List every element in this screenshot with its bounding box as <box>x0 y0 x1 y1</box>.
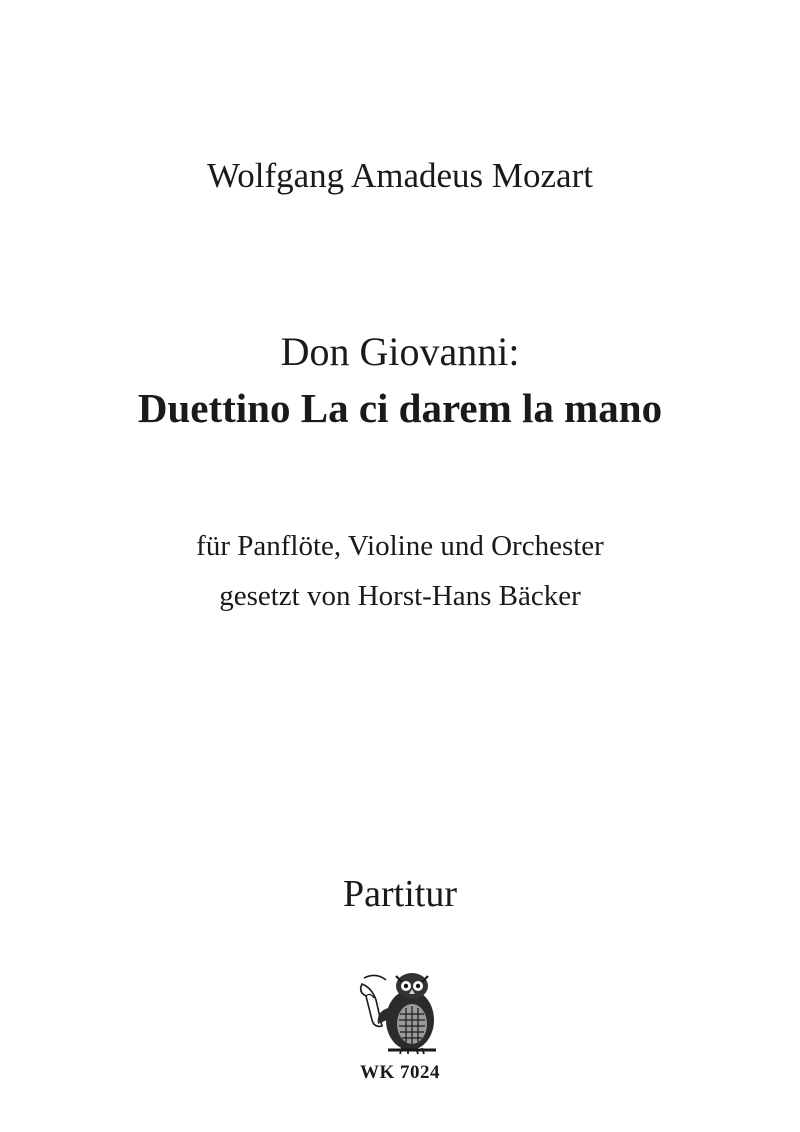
piece-title: Duettino La ci darem la mano <box>137 385 663 431</box>
composer-name: Wolfgang Amadeus Mozart <box>207 156 593 195</box>
owl-with-scroll-icon <box>352 962 452 1062</box>
catalog-number: WK 7024 <box>359 1062 441 1083</box>
instrumentation: für Panflöte, Violine und Orchester <box>196 530 604 562</box>
arranger-credit: gesetzt von Horst-Hans Bäcker <box>219 580 581 612</box>
score-type: Partitur <box>343 873 457 915</box>
opera-title: Don Giovanni: <box>280 329 520 374</box>
